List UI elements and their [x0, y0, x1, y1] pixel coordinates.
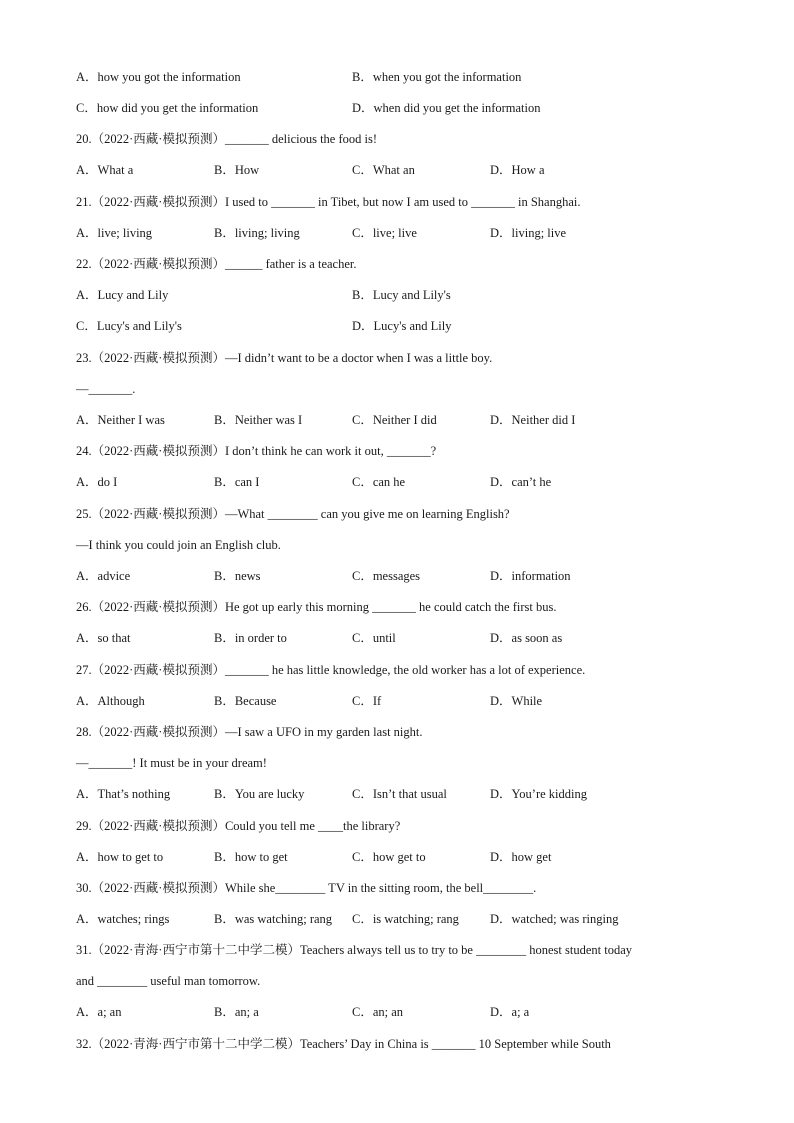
options-row: [76, 911, 736, 927]
option-c: C．until: [352, 631, 396, 645]
option-a: A．so that: [76, 631, 131, 645]
option-b: B．living; living: [214, 226, 300, 240]
option-a: A．advice: [76, 569, 131, 583]
option-b: B．can I: [214, 475, 260, 489]
option-b: D．Lucy's and Lily: [352, 319, 452, 333]
option-d: D．living; live: [490, 226, 567, 240]
options-row: [76, 693, 736, 709]
question-stem: 24.（2022·西藏·模拟预测）I don’t think he can work it out, _______?: [76, 444, 437, 458]
option-d: D．how get: [490, 850, 552, 864]
option-a: A．how you got the information: [76, 70, 241, 84]
option-a: A．how to get to: [76, 850, 164, 864]
option-d: D．can’t he: [490, 475, 552, 489]
option-c: C．how get to: [352, 850, 426, 864]
options-row: [76, 630, 736, 646]
option-d: D．While: [490, 694, 543, 708]
option-d: D．watched; was ringing: [490, 912, 619, 926]
options-row: [76, 412, 736, 428]
question-stem: 26.（2022·西藏·模拟预测）He got up early this morning _______ he could catch the first bus.: [76, 600, 557, 614]
option-b: B．when you got the information: [352, 70, 522, 84]
option-a: A．live; living: [76, 226, 153, 240]
option-b: B．Neither was I: [214, 413, 303, 427]
option-b: B．Lucy and Lily's: [352, 288, 451, 302]
option-a: C．Lucy's and Lily's: [76, 319, 182, 333]
question-stem: 30.（2022·西藏·模拟预测）While she________ TV in the sitting room, the bell________.: [76, 881, 537, 895]
question-stem: 32.（2022·青海·西宁市第十二中学二模）Teachers’ Day in China is _______ 10 September while South: [76, 1037, 611, 1051]
option-c: C．how did you get the information: [76, 101, 259, 115]
option-b: B．news: [214, 569, 261, 583]
option-c: C．What an: [352, 163, 415, 177]
options-row: [76, 849, 736, 865]
option-a: A．Neither I was: [76, 413, 165, 427]
question-stem: 29.（2022·西藏·模拟预测）Could you tell me ____the library?: [76, 819, 401, 833]
question-stem: 21.（2022·西藏·模拟预测）I used to _______ in Tibet, but now I am used to _______ in Shanghai.: [76, 195, 581, 209]
option-c: C．Neither I did: [352, 413, 437, 427]
option-b: B．in order to: [214, 631, 287, 645]
option-d: D．information: [490, 569, 571, 583]
question-line: —_______! It must be in your dream!: [76, 756, 267, 770]
option-d: D．when did you get the information: [352, 101, 541, 115]
option-d: D．as soon as: [490, 631, 563, 645]
question-stem: 22.（2022·西藏·模拟预测）______ father is a teacher.: [76, 257, 357, 271]
options-row: [76, 318, 736, 334]
option-c: C．can he: [352, 475, 406, 489]
option-b: B．Because: [214, 694, 277, 708]
option-d: D．How a: [490, 163, 545, 177]
option-c: C．is watching; rang: [352, 912, 459, 926]
option-a: A．Although: [76, 694, 145, 708]
option-b: B．How: [214, 163, 260, 177]
question-stem: 31.（2022·青海·西宁市第十二中学二模）Teachers always tell us to try to be ________ honest student today: [76, 943, 632, 957]
option-c: C．an; an: [352, 1005, 404, 1019]
question-stem: 23.（2022·西藏·模拟预测）—I didn’t want to be a doctor when I was a little boy.: [76, 351, 493, 365]
option-c: C．If: [352, 694, 382, 708]
options-row: [76, 1004, 736, 1020]
question-stem: 25.（2022·西藏·模拟预测）—What ________ can you give me on learning English?: [76, 507, 510, 521]
question-line: and ________ useful man tomorrow.: [76, 974, 261, 988]
question-stem: 28.（2022·西藏·模拟预测）—I saw a UFO in my garden last night.: [76, 725, 423, 739]
question-stem: 27.（2022·西藏·模拟预测）_______ he has little knowledge, the old worker has a lot of experience.: [76, 663, 586, 677]
option-a: A．watches; rings: [76, 912, 170, 926]
option-a: A．a; an: [76, 1005, 122, 1019]
options-row: [76, 69, 736, 85]
question-stem: 20.（2022·西藏·模拟预测）_______ delicious the food is!: [76, 132, 378, 146]
options-row: [76, 287, 736, 303]
option-b: B．how to get: [214, 850, 288, 864]
option-c: C．messages: [352, 569, 421, 583]
option-d: D．a; a: [490, 1005, 530, 1019]
option-a: A．What a: [76, 163, 134, 177]
option-d: D．You’re kidding: [490, 787, 587, 801]
option-b: B．an; a: [214, 1005, 259, 1019]
option-a: A．That’s nothing: [76, 787, 171, 801]
option-a: A．do I: [76, 475, 118, 489]
options-row: [76, 162, 736, 178]
option-b: B．You are lucky: [214, 787, 305, 801]
options-row: [76, 100, 736, 116]
option-d: D．Neither did I: [490, 413, 576, 427]
question-line: —_______.: [76, 382, 136, 396]
option-a: A．Lucy and Lily: [76, 288, 169, 302]
option-b: B．was watching; rang: [214, 912, 333, 926]
options-row: [76, 225, 736, 241]
question-line: —I think you could join an English club.: [76, 538, 281, 552]
option-c: C．Isn’t that usual: [352, 787, 447, 801]
options-row: [76, 786, 736, 802]
options-row: [76, 568, 736, 584]
options-row: [76, 474, 736, 490]
option-c: C．live; live: [352, 226, 417, 240]
